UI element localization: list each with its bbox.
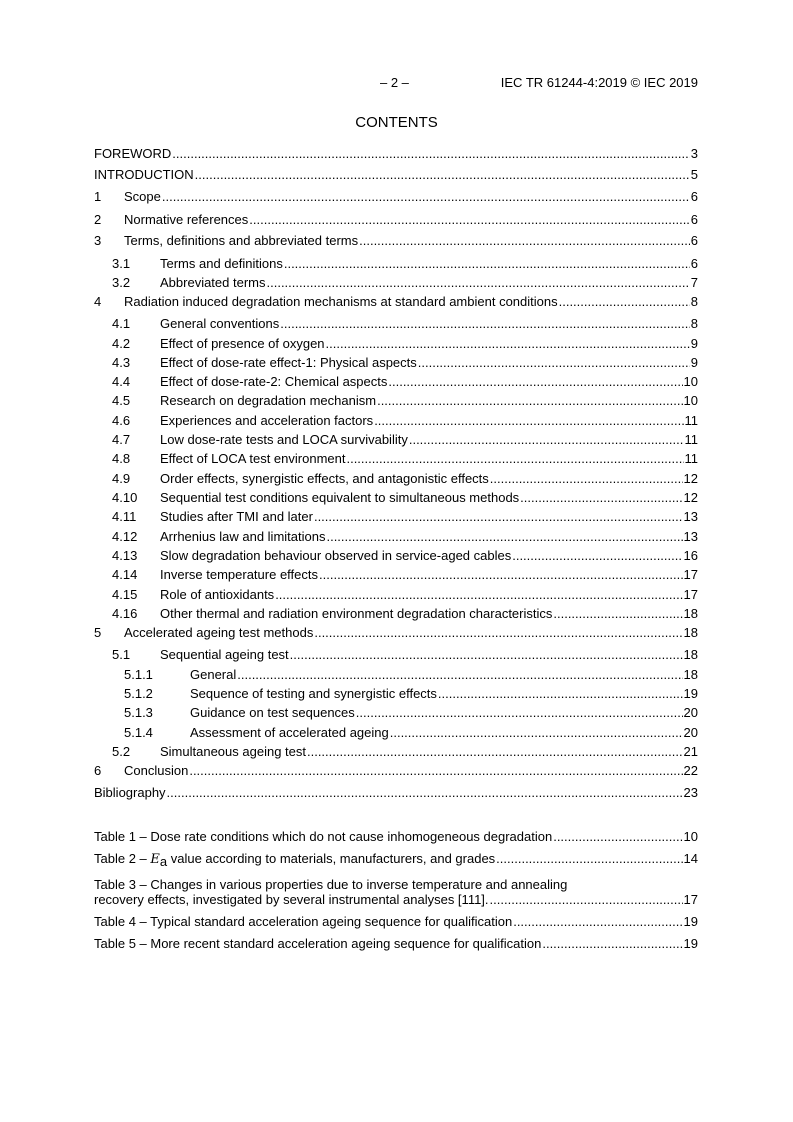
toc-label: Inverse temperature effects bbox=[160, 567, 319, 582]
toc-label: Conclusion bbox=[124, 763, 189, 778]
toc-number: 3 bbox=[94, 233, 102, 248]
toc-label: Research on degradation mechanism bbox=[160, 393, 377, 408]
table-label: Table 1 – Dose rate conditions which do not cause inhomogeneous degradation bbox=[94, 829, 553, 844]
toc-entry[interactable] bbox=[94, 255, 698, 272]
toc-label: Effect of presence of oxygen bbox=[160, 336, 325, 351]
toc-label: INTRODUCTION bbox=[94, 167, 194, 182]
table-page: 10 bbox=[683, 829, 698, 844]
toc-entry[interactable] bbox=[94, 335, 698, 352]
toc-number: 4.13 bbox=[112, 548, 138, 563]
toc-page: 22 bbox=[683, 763, 698, 778]
toc-number: 1 bbox=[94, 189, 102, 204]
toc-entry[interactable] bbox=[94, 743, 698, 760]
toc-label: Sequence of testing and synergistic effects bbox=[190, 686, 437, 701]
toc-page: 20 bbox=[683, 705, 698, 720]
toc-entry[interactable] bbox=[94, 547, 698, 564]
toc-number: 4.8 bbox=[112, 451, 131, 466]
toc-page: 8 bbox=[690, 316, 698, 331]
toc-page: 11 bbox=[684, 451, 698, 466]
toc-entry[interactable] bbox=[94, 450, 698, 467]
toc-number: 4.11 bbox=[112, 509, 137, 524]
toc-entry[interactable] bbox=[94, 646, 698, 663]
toc-number: 5.2 bbox=[112, 744, 131, 759]
table-label: Table 4 – Typical standard acceleration ageing sequence for qualification bbox=[94, 914, 513, 929]
toc-label: Low dose-rate tests and LOCA survivability bbox=[160, 432, 408, 447]
table-label: Table $2 - E_a$ value according to materials, manufacturers, and grades bbox=[94, 851, 496, 869]
toc-page: 5 bbox=[690, 167, 698, 182]
toc-entry[interactable] bbox=[94, 586, 698, 603]
table-label-line2: recovery effects, investigated by several instrumental analyses [111]. bbox=[94, 892, 489, 907]
toc-page: 18 bbox=[683, 606, 698, 621]
toc-number: 4.15 bbox=[112, 587, 138, 602]
toc-label: Simultaneous ageing test bbox=[160, 744, 306, 759]
toc-label: Radiation induced degradation mechanisms at standard ambient conditions bbox=[124, 294, 558, 309]
toc-entry[interactable] bbox=[94, 528, 698, 545]
toc-number: 4.16 bbox=[112, 606, 138, 621]
toc-entry[interactable] bbox=[94, 412, 698, 429]
table-page: 17 bbox=[683, 892, 698, 907]
toc-page: 20 bbox=[683, 725, 698, 740]
toc-entry[interactable] bbox=[94, 605, 698, 622]
page-title: CONTENTS bbox=[355, 114, 438, 131]
toc-label: Scope bbox=[124, 189, 161, 204]
toc-page: 8 bbox=[690, 294, 698, 309]
toc-entry[interactable] bbox=[94, 315, 698, 332]
toc-page: 3 bbox=[690, 146, 698, 161]
toc-number: 4.3 bbox=[112, 355, 131, 370]
toc-page: 23 bbox=[683, 785, 698, 800]
toc-number: 4.1 bbox=[112, 316, 131, 331]
toc-page: 21 bbox=[683, 744, 698, 759]
toc-number: 5.1 bbox=[112, 647, 131, 662]
toc-label: Abbreviated terms bbox=[160, 275, 266, 290]
toc-number: 4.6 bbox=[112, 413, 131, 428]
toc-label: FOREWORD bbox=[94, 146, 172, 161]
toc-number: 4.4 bbox=[112, 374, 131, 389]
toc-number: 5.1.4 bbox=[124, 725, 153, 740]
toc-number: 4.9 bbox=[112, 471, 131, 486]
toc-entry[interactable] bbox=[94, 566, 698, 583]
ea-symbol: $E_a$ bbox=[150, 852, 168, 869]
toc-entry[interactable] bbox=[94, 232, 698, 249]
toc-entry[interactable] bbox=[94, 762, 698, 779]
toc-number: 4 bbox=[94, 294, 102, 309]
toc-label: Effect of LOCA test environment bbox=[160, 451, 346, 466]
table-entry[interactable] bbox=[94, 828, 698, 845]
toc-label: General bbox=[190, 667, 237, 682]
toc-page: 11 bbox=[684, 413, 698, 428]
toc-number: 2 bbox=[94, 212, 102, 227]
toc-entry[interactable] bbox=[94, 666, 698, 683]
table-entry[interactable] bbox=[94, 913, 698, 930]
toc-number: 3.1 bbox=[112, 256, 131, 271]
toc-page: 13 bbox=[683, 509, 698, 524]
toc-number: 5.1.1 bbox=[124, 667, 153, 682]
toc-page: 6 bbox=[690, 233, 698, 248]
toc-label: Bibliography bbox=[94, 785, 166, 800]
toc-entry[interactable] bbox=[94, 274, 698, 291]
toc-label: Sequential ageing test bbox=[160, 647, 289, 662]
table-label-line1: Table 3 – Changes in various properties due to inverse temperature and annealing bbox=[94, 877, 568, 892]
table-entry[interactable] bbox=[94, 935, 698, 952]
table-label: Table 5 – More recent standard acceleration ageing sequence for qualification bbox=[94, 936, 542, 951]
toc-number: 4.10 bbox=[112, 490, 138, 505]
toc-label: Sequential test conditions equivalent to simultaneous methods bbox=[160, 490, 520, 505]
toc-page: 12 bbox=[683, 471, 698, 486]
toc-page: 18 bbox=[683, 667, 698, 682]
toc-label: Role of antioxidants bbox=[160, 587, 275, 602]
document-id: IEC TR 61244-4:2019 © IEC 2019 bbox=[500, 75, 698, 90]
toc-label: Terms, definitions and abbreviated terms bbox=[124, 233, 359, 248]
table-page: 19 bbox=[683, 914, 698, 929]
toc-page: 11 bbox=[684, 432, 698, 447]
toc-number: 6 bbox=[94, 763, 102, 778]
toc-label: Studies after TMI and later bbox=[160, 509, 313, 524]
toc-page: 6 bbox=[690, 189, 698, 204]
toc-page: 18 bbox=[683, 647, 698, 662]
toc-label: Assessment of accelerated ageing bbox=[190, 725, 389, 740]
toc-number: 4.12 bbox=[112, 529, 138, 544]
table-entry[interactable] bbox=[94, 850, 698, 867]
toc-entry-introduction[interactable] bbox=[94, 166, 698, 183]
toc-label: Accelerated ageing test methods bbox=[124, 625, 314, 640]
toc-page: 16 bbox=[683, 548, 698, 563]
toc-number: 5.1.3 bbox=[124, 705, 153, 720]
toc-number: 5.1.2 bbox=[124, 686, 153, 701]
toc-number: 4.14 bbox=[112, 567, 138, 582]
toc-label: Normative references bbox=[124, 212, 249, 227]
table-entry[interactable] bbox=[94, 877, 698, 907]
toc-page: 9 bbox=[690, 336, 698, 351]
toc-page: 9 bbox=[690, 355, 698, 370]
toc-number: 4.2 bbox=[112, 336, 131, 351]
toc-entry[interactable] bbox=[94, 685, 698, 702]
toc-number: 3.2 bbox=[112, 275, 131, 290]
toc-page: 10 bbox=[683, 393, 698, 408]
table-page: 19 bbox=[683, 936, 698, 951]
toc-page: 17 bbox=[683, 587, 698, 602]
toc-label: Arrhenius law and limitations bbox=[160, 529, 326, 544]
toc-label: General conventions bbox=[160, 316, 280, 331]
toc-page: 6 bbox=[690, 212, 698, 227]
toc-label: Guidance on test sequences bbox=[190, 705, 355, 720]
toc-entry[interactable] bbox=[94, 704, 698, 721]
toc-entry[interactable] bbox=[94, 431, 698, 448]
toc-entry[interactable] bbox=[94, 293, 698, 310]
toc-entry[interactable] bbox=[94, 724, 698, 741]
toc-page: 18 bbox=[683, 625, 698, 640]
toc-page: 6 bbox=[690, 256, 698, 271]
toc-number: 5 bbox=[94, 625, 102, 640]
toc-entry[interactable] bbox=[94, 392, 698, 409]
toc-label: Effect of dose-rate effect-1: Physical aspects bbox=[160, 355, 417, 370]
toc-number: 4.7 bbox=[112, 432, 131, 447]
toc-entry[interactable] bbox=[94, 188, 698, 205]
toc-label: Experiences and acceleration factors bbox=[160, 413, 374, 428]
toc-entry-foreword[interactable] bbox=[94, 145, 698, 162]
table-page: 14 bbox=[683, 851, 698, 866]
toc-label: Slow degradation behaviour observed in service-aged cables bbox=[160, 548, 512, 563]
toc-label: Terms and definitions bbox=[160, 256, 283, 271]
toc-label: Effect of dose-rate-2: Chemical aspects bbox=[160, 374, 388, 389]
toc-entry[interactable] bbox=[94, 489, 698, 506]
toc-label: Order effects, synergistic effects, and antagonistic effects bbox=[160, 471, 489, 486]
toc-page: 13 bbox=[683, 529, 698, 544]
toc-entry-bibliography[interactable] bbox=[94, 784, 698, 801]
toc-page: 7 bbox=[690, 275, 698, 290]
toc-entry[interactable] bbox=[94, 354, 698, 371]
toc-entry[interactable] bbox=[94, 470, 698, 487]
page-number: – 2 – bbox=[380, 75, 409, 90]
toc-entry[interactable] bbox=[94, 508, 698, 525]
toc-page: 12 bbox=[683, 490, 698, 505]
page-header bbox=[0, 75, 793, 93]
toc-entry[interactable] bbox=[94, 211, 698, 228]
toc-number: 4.5 bbox=[112, 393, 131, 408]
toc-page: 10 bbox=[683, 374, 698, 389]
toc-entry[interactable] bbox=[94, 624, 698, 641]
toc-page: 17 bbox=[683, 567, 698, 582]
toc-page: 19 bbox=[683, 686, 698, 701]
toc-label: Other thermal and radiation environment degradation characteristics bbox=[160, 606, 553, 621]
toc-entry[interactable] bbox=[94, 373, 698, 390]
